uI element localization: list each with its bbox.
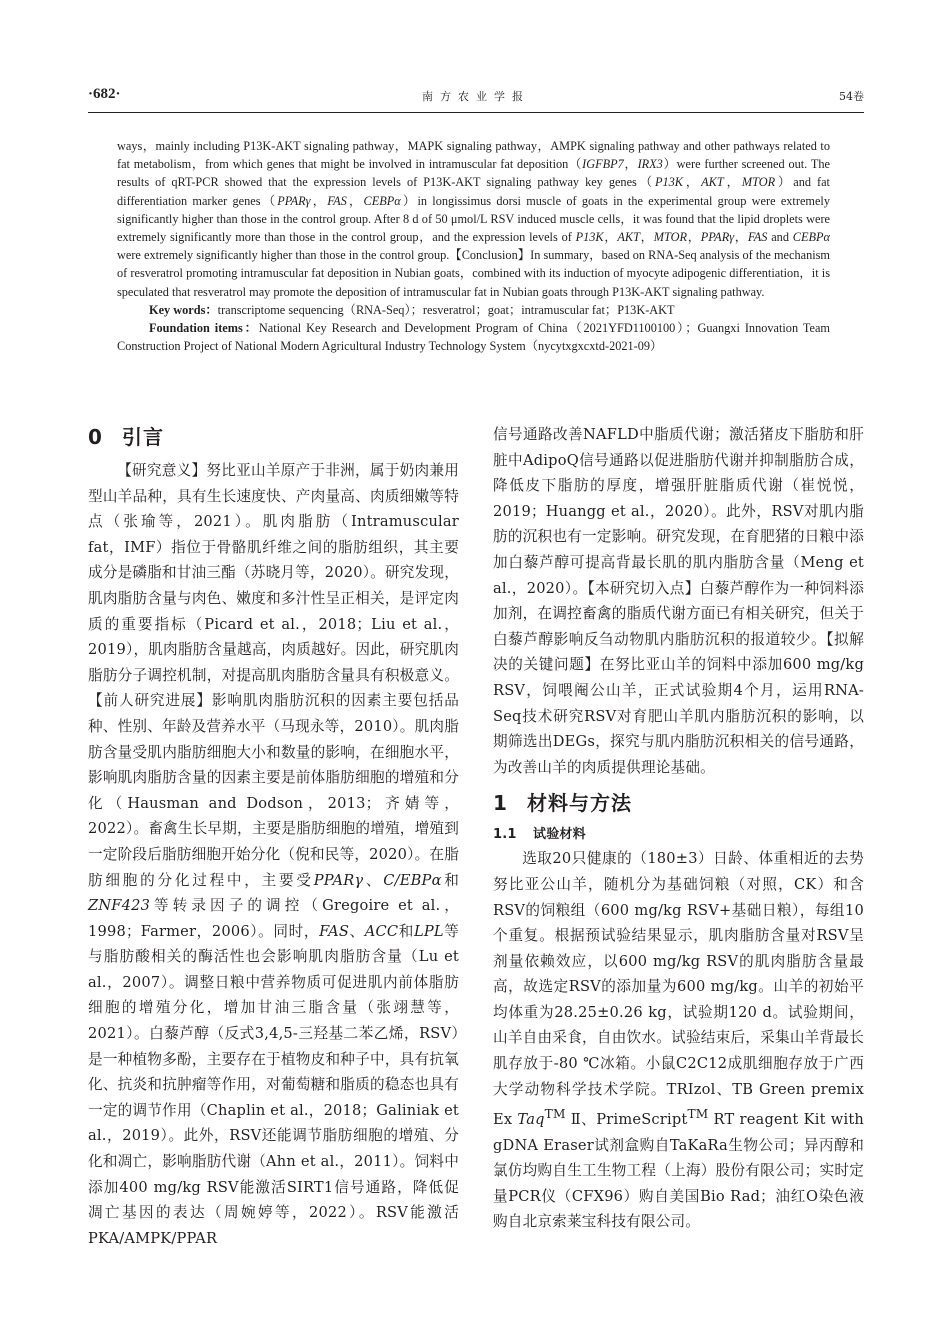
materials-paragraph: 选取20只健康的（180±3）日龄、体重相近的去势努比亚公山羊，随机分为基础饲粮（对照，CK）和含RSV的饲粮组（600 mg/kg RSV+基础日粮），每组10个重复。根据预试验结果显示，肌肉脂肪含量对RSV呈剂量依赖效应，以600 mg/kg RSV的肌肉脂肪含量最高，故选定RSV的添加量为600 mg/kg。山羊的初始平均体重为28.25±0.26 kg，试验期120 d。试验期间，山羊自由采食，自由饮水。试验结束后，采集山羊背最长肌存放于-80 ℃冰箱。小鼠C2C12成肌细胞存放于广西大学动物科学技术学院。TRIzol、TB Green premix Ex Taq™ Ⅱ、PrimeScript™ RT reagent Kit with gDNA Eraser试剂盒购自TaKaRa生物公司；异丙醇和氯仿均购自生工生物工程（上海）股份有限公司；实时定量PCR仪（CFX96）购自美国Bio Rad；油红O染色液购自北京索莱宝科技有限公司。: [493, 850, 865, 1231]
subsection-number: 1.1: [493, 827, 517, 843]
section-title: 材料与方法: [527, 791, 632, 816]
foundation-items: [117, 319, 830, 355]
subsection-title: 试验材料: [533, 827, 586, 843]
subsection-heading-materials: [493, 824, 864, 846]
volume-label: 54卷: [839, 90, 864, 103]
page-header: [88, 86, 864, 108]
left-column: [88, 422, 459, 1251]
foundation-label: Foundation items：: [149, 321, 259, 336]
right-column: [493, 422, 864, 1235]
section-title: 引言: [122, 425, 164, 449]
keywords-label: Key words：: [149, 302, 218, 317]
header-rule: [88, 112, 864, 113]
section-number: 1: [493, 791, 508, 816]
section-heading-methods: [493, 788, 864, 818]
keywords: [117, 301, 830, 319]
foundation-value: National Key Research and Development Program of China（2021YFD1100100）；Guangxi Innovation Team Construction Project of National Modern Agricultural Industry Technology System（nycytxgxcxtd-2021-09）: [117, 321, 830, 354]
journal-name: 南方农业学报: [422, 90, 530, 103]
intro-paragraph: 【研究意义】努比亚山羊原产于非洲，属于奶肉兼用型山羊品种，具有生长速度快、产肉量高、肉质细嫩等特点（张瑜等，2021）。肌肉脂肪（Intramuscular fat，IMF）指位于骨骼肌纤维之间的脂肪组织，其主要成分是磷脂和甘油三酯（苏晓月等，2020）。研究发现，肌肉脂肪含量与肉色、嫩度和多汁性呈正相关，是评定肉质的重要指标（Picard et al.，2018；Liu et al.，2019），肌肉脂肪含量越高，肉质越好。因此，研究肌肉脂肪分子调控机制，对提高肌肉脂肪含量具有积极意义。【前人研究进展】影响肌肉脂肪沉积的因素主要包括品种、性别、年龄及营养水平（马现永等，2010）。肌肉脂肪含量受肌内脂肪细胞大小和数量的影响，在细胞水平，影响肌肉脂肪含量的因素主要是前体脂肪细胞的增殖和分化（Hausman and Dodson，2013；齐婧等，2022）。畜禽生长早期，主要是脂肪细胞的增殖，增殖到一定阶段后脂肪细胞开始分化（倪和民等，2020）。在脂肪细胞的分化过程中，主要受PPARγ、C/EBPα和ZNF423等转录因子的调控（Gregoire et al.，1998；Farmer，2006）。同时，FAS、ACC和LPL等与脂肪酸相关的酶活性也会影响肌肉脂肪含量（Lu et al.，2007）。调整日粮中营养物质可促进肌内前体脂肪细胞的增殖分化，增加甘油三脂含量（张翊慧等，2021）。白藜芦醇（反式3,4,5-三羟基二苯乙烯，RSV）是一种植物多酚，主要存在于植物皮和种子中，具有抗氧化、抗炎和抗肿瘤等作用，对葡萄糖和脂质的稳态也具有一定的调节作用（Chaplin et al.，2018；Galiniak et al.，2019）。此外，RSV还能调节脂肪细胞的增殖、分化和凋亡，影响脂肪代谢（Ahn et al.，2011）。饲料中添加400 mg/kg RSV能激活SIRT1信号通路，降低促凋亡基因的表达（周婉婷等，2022）。RSV能激活PKA/AMPK/PPAR: [88, 462, 460, 1247]
keywords-value: transcriptome sequencing（RNA-Seq）；resveratrol；goat；intramuscular fat；P13K-AKT: [217, 302, 675, 317]
section-number: 0: [88, 425, 103, 449]
intro-paragraph-continued: 信号通路改善NAFLD中脂质代谢；激活猪皮下脂肪和肝脏中AdipoQ信号通路以促进脂肪代谢并抑制脂肪合成，降低皮下脂肪的厚度，增强肝脏脂质代谢（崔悦悦，2019；Huangg et al.，2020）。此外，RSV对肌内脂肪的沉积也有一定影响。研究发现，在育肥猪的日粮中添加白藜芦醇可提高背最长肌的肌内脂肪含量（Meng et al.，2020）。【本研究切入点】白藜芦醇作为一种饲料添加剂，在调控畜禽的脂质代谢方面已有相关研究，但关于白藜芦醇影响反刍动物肌内脂肪沉积的报道较少。【拟解决的关键问题】在努比亚山羊的饲料中添加600 mg/kg RSV，饲喂阉公山羊，正式试验期4个月，运用RNA-Seq技术研究RSV对育肥山羊肌内脂肪沉积的影响，以期筛选出DEGs，探究与肌内脂肪沉积相关的信号通路，为改善山羊的肉质提供理论基础。: [493, 426, 864, 776]
abstract-text: ways，mainly including P13K-AKT signaling pathway，MAPK signaling pathway，AMPK signaling pathway and other pathways related to fat metabolism，from which genes that might be involved in intramuscular fat deposition（IGFBP7，IRX3）were further screened out. The results of qRT-PCR showed that the expression levels of P13K-AKT signaling pathway key genes（P13K，AKT，MTOR）and fat differentiation marker genes（PPARγ，FAS，CEBPα）in longissimus dorsi muscle of goats in the experimental group were extremely significantly higher than those in the control group. After 8 d of 50 μmol/L RSV induced muscle cells，it was found that the lipid droplets were extremely significantly more than those in the control group，and the expression levels of P13K，AKT，MTOR，PPARγ，FAS and CEBPα were extremely significantly higher than those in the control group.【Conclusion】In summary，based on RNA-Seq analysis of the mechanism of resveratrol promoting intramuscular fat deposition in Nubian goats，combined with its induction of myocyte adipogenic differentiation，it is speculated that resveratrol may promote the deposition of intramuscular fat in Nubian goats through P13K-AKT signaling pathway.: [117, 139, 830, 299]
page-number: ·682·: [88, 86, 121, 102]
section-heading-intro: [88, 422, 459, 452]
english-abstract: [117, 137, 830, 355]
